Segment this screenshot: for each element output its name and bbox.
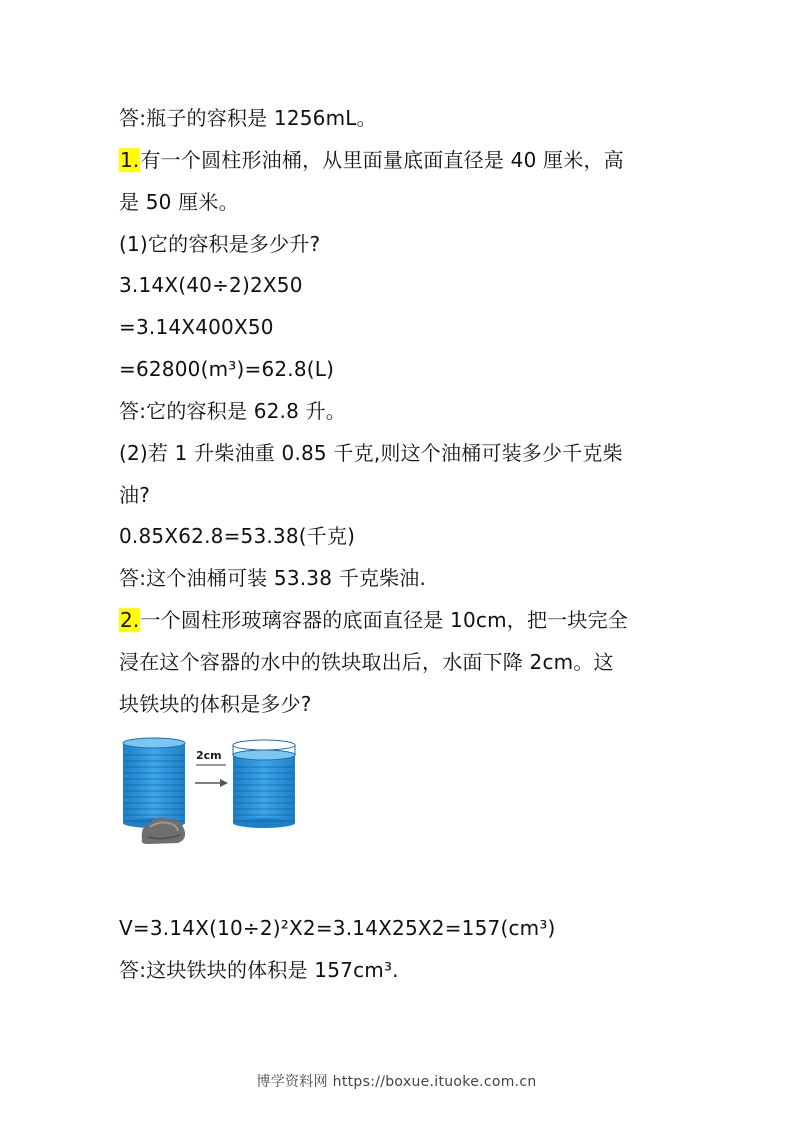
footer-text: 博学资料网 https://boxue.ituoke.com.cn [256,1074,537,1090]
question-2-line-2: 浸在这个容器的水中的铁块取出后，水面下降 2cm。这 [119,650,614,674]
cylinder-diagram [118,735,308,850]
sub-question-1: (1)它的容积是多少升? [119,232,321,256]
answer-line: 答:瓶子的容积是 1256mL。 [119,106,377,130]
answer-line: 答:这个油桶可装 53.38 千克柴油. [119,566,427,590]
left-cylinder [123,738,185,828]
right-cylinder [233,740,295,828]
question-number-1: 1. [120,148,140,172]
calc-line: 3.14X(40÷2)2X50 [119,273,303,297]
answer-line: 答:它的容积是 62.8 升。 [119,399,346,423]
calc-line: =3.14X400X50 [119,315,274,339]
sub-question-2: (2)若 1 升柴油重 0.85 千克,则这个油桶可装多少千克柴 [119,441,623,465]
question-2-line-1 [119,607,628,633]
figure-label: 2cm [196,749,222,762]
question-2-line-3: 块铁块的体积是多少? [119,692,312,716]
question-1-line-2: 是 50 厘米。 [119,190,239,214]
question-2-text: 一个圆柱形玻璃容器的底面直径是 10cm，把一块完全 [140,608,628,632]
calc-line: =62800(m³)=62.8(L) [119,357,335,381]
question-1-line-1 [119,147,624,173]
calc-line: 0.85X62.8=53.38(千克) [119,524,356,548]
calc-line: V=3.14X(10÷2)²X2=3.14X25X2=157(cm³) [119,916,556,940]
answer-line: 答:这块铁块的体积是 157cm³. [119,958,399,982]
arrow-icon [195,779,228,787]
sub-question-2-cont: 油? [119,483,151,507]
question-number-2: 2. [120,608,140,632]
question-1-text: 有一个圆柱形油桶，从里面量底面直径是 40 厘米，高 [140,148,624,172]
